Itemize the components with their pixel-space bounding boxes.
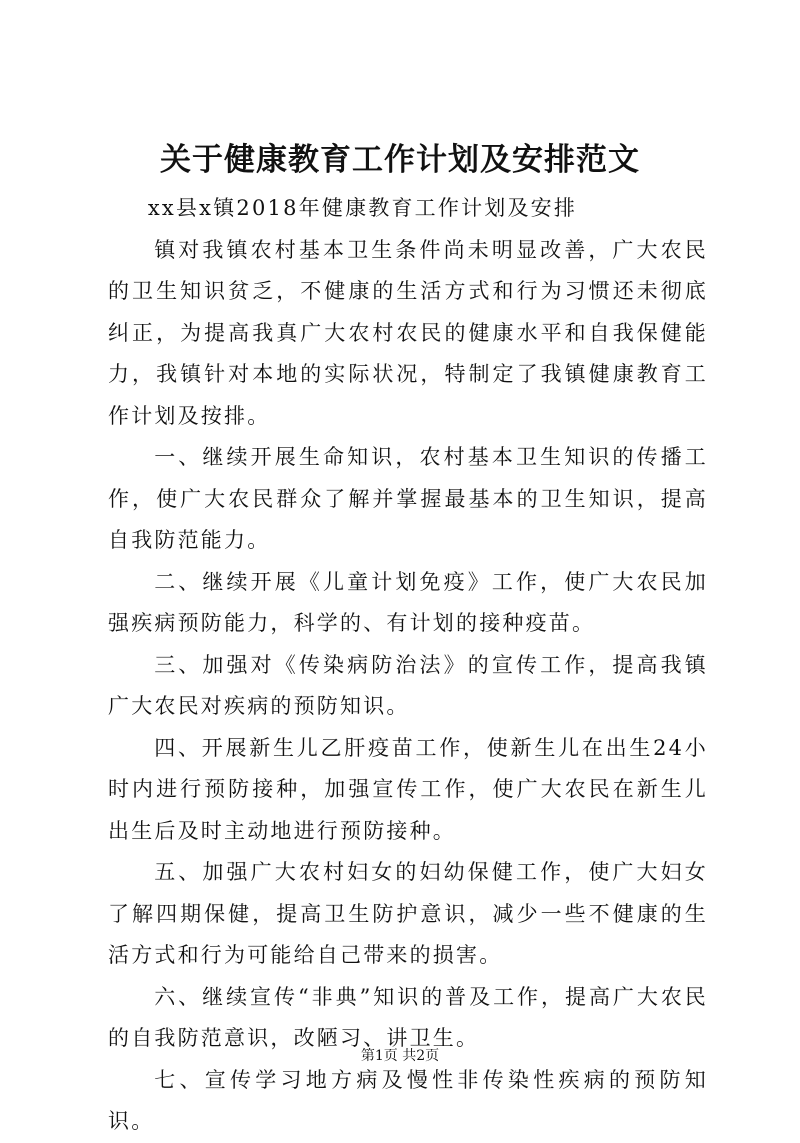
paragraph-item-5: 五、加强广大农村妇女的妇幼保健工作，使广大妇女了解四期保健，提高卫生防护意识，减少一些不健康的生活方式和行为可能给自己带来的损害。 (108, 860, 708, 967)
document-title: 关于健康教育工作计划及安排范文 (160, 142, 640, 178)
paragraph-item-3: 三、加强对《传染病防治法》的宣传工作，提高我镇广大农民对疾病的预防知识。 (108, 652, 708, 718)
paragraph-item-7: 七、宣传学习地方病及慢性非传染性疾病的预防知识。 (108, 1067, 708, 1133)
paragraph-item-1: 一、继续开展生命知识，农村基本卫生知识的传播工作，使广大农民群众了解并掌握最基本的卫生知识，提高自我防范能力。 (108, 445, 708, 552)
paragraph-item-6: 六、继续宣传“非典”知识的普及工作，提高广大农民的自我防范意识，改陋习、讲卫生。 (108, 984, 708, 1050)
document-body (108, 188, 708, 1143)
paragraph-item-4: 四、开展新生儿乙肝疫苗工作，使新生儿在出生24小时内进行预防接种，加强宣传工作，使广大农民在新生儿出生后及时主动地进行预防接种。 (108, 735, 708, 843)
page-footer: 第1页 共2页 (360, 1048, 440, 1064)
paragraph-item-2: 二、继续开展《儿童计划免疫》工作，使广大农民加强疾病预防能力，科学的、有计划的接种疫苗。 (108, 569, 708, 635)
paragraph-intro: 镇对我镇农村基本卫生条件尚未明显改善，广大农民的卫生知识贫乏，不健康的生活方式和行为习惯还未彻底纠正，为提高我真广大农村农民的健康水平和自我保健能力，我镇针对本地的实际状况，特制定了我镇健康教育工作计划及按排。 (108, 237, 708, 428)
document-subtitle: xx县x镇2018年健康教育工作计划及安排 (147, 196, 578, 220)
